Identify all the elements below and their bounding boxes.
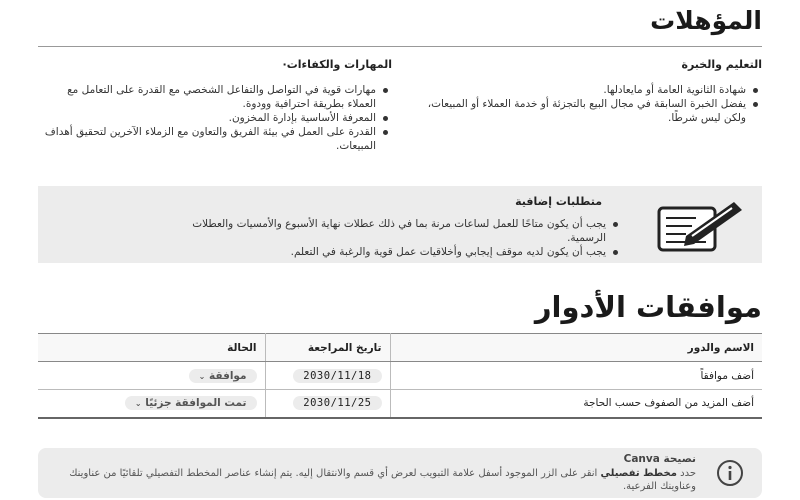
canva-tip	[38, 448, 762, 498]
chevron-down-icon: ⌄	[134, 399, 142, 409]
page-title: المؤهلات	[650, 6, 762, 35]
tip-text	[36, 467, 696, 493]
header-date: تاريخ المراجعة	[265, 334, 390, 362]
skills-section	[37, 58, 392, 153]
approvals-title: موافقات الأدوار	[534, 290, 762, 324]
table-row	[38, 362, 762, 390]
status-value: موافقة	[209, 369, 247, 382]
review-date[interactable]: 2030/11/18	[293, 369, 381, 383]
list-item: القدرة على العمل في بيئة الفريق والتعاون مع الزملاء الآخرين لتحقيق أهداف المبيعات.	[37, 125, 392, 153]
list-item: شهادة الثانوية العامة أو مايعادلها.	[407, 83, 762, 97]
header-status: الحالة	[38, 334, 265, 362]
review-date[interactable]: 2030/11/25	[293, 396, 381, 410]
list-item: مهارات قوية في التواصل والتفاعل الشخصي مع القدرة على التعامل مع العملاء بطريقة احترافية وودوة.	[37, 83, 392, 111]
additional-heading: متطلبات إضافية	[515, 195, 602, 208]
approvals-table	[38, 333, 762, 419]
list-item: يفضل الخبرة السابقة في مجال البيع بالتجزئة أو خدمة العملاء أو المبيعات، ولكن ليس شرطًا.	[407, 97, 762, 125]
status-dropdown[interactable]	[125, 396, 257, 410]
list-item: المعرفة الأساسية بإدارة المخزون.	[37, 111, 392, 125]
approver-name[interactable]: أضف المزيد من الصفوف حسب الحاجة	[390, 390, 762, 418]
notepad-pencil-icon	[656, 196, 748, 254]
info-icon	[716, 459, 744, 487]
tip-body: انقر على الزر الموجود أسفل علامة التبويب لعرض أي قسم والانتقال إليه. يتم إنشاء عناصر المخطط التفصيلي تلقائيًا من عناوينك وعناوينك الفرعية.	[69, 468, 696, 492]
education-heading: التعليم والخبرة	[681, 58, 762, 71]
additional-requirements-box	[38, 186, 762, 263]
table-header-row	[38, 334, 762, 362]
skills-heading: المهارات والكفاءات·	[282, 58, 392, 71]
tip-pre: حدد	[676, 468, 696, 479]
table-row	[38, 390, 762, 418]
tip-title: نصيحة Canva	[623, 453, 696, 465]
approver-name[interactable]: أضف موافقاً	[390, 362, 762, 390]
chevron-down-icon: ⌄	[198, 371, 206, 381]
status-dropdown[interactable]	[189, 369, 257, 383]
tip-bold: مخطط تفصيلي	[600, 468, 677, 479]
education-section	[407, 58, 762, 125]
header-name: الاسم والدور	[390, 334, 762, 362]
status-value: تمت الموافقة جزئيًا	[145, 397, 247, 410]
list-item: يجب أن يكون متاحًا للعمل لساعات مرنة بما في ذلك عطلات نهاية الأسبوع والأمسيات والعطلات الرسمية.	[182, 217, 622, 245]
list-item: يجب أن يكون لديه موقف إيجابي وأخلاقيات عمل قوية والرغبة في التعلم.	[182, 245, 622, 259]
divider	[38, 46, 762, 47]
